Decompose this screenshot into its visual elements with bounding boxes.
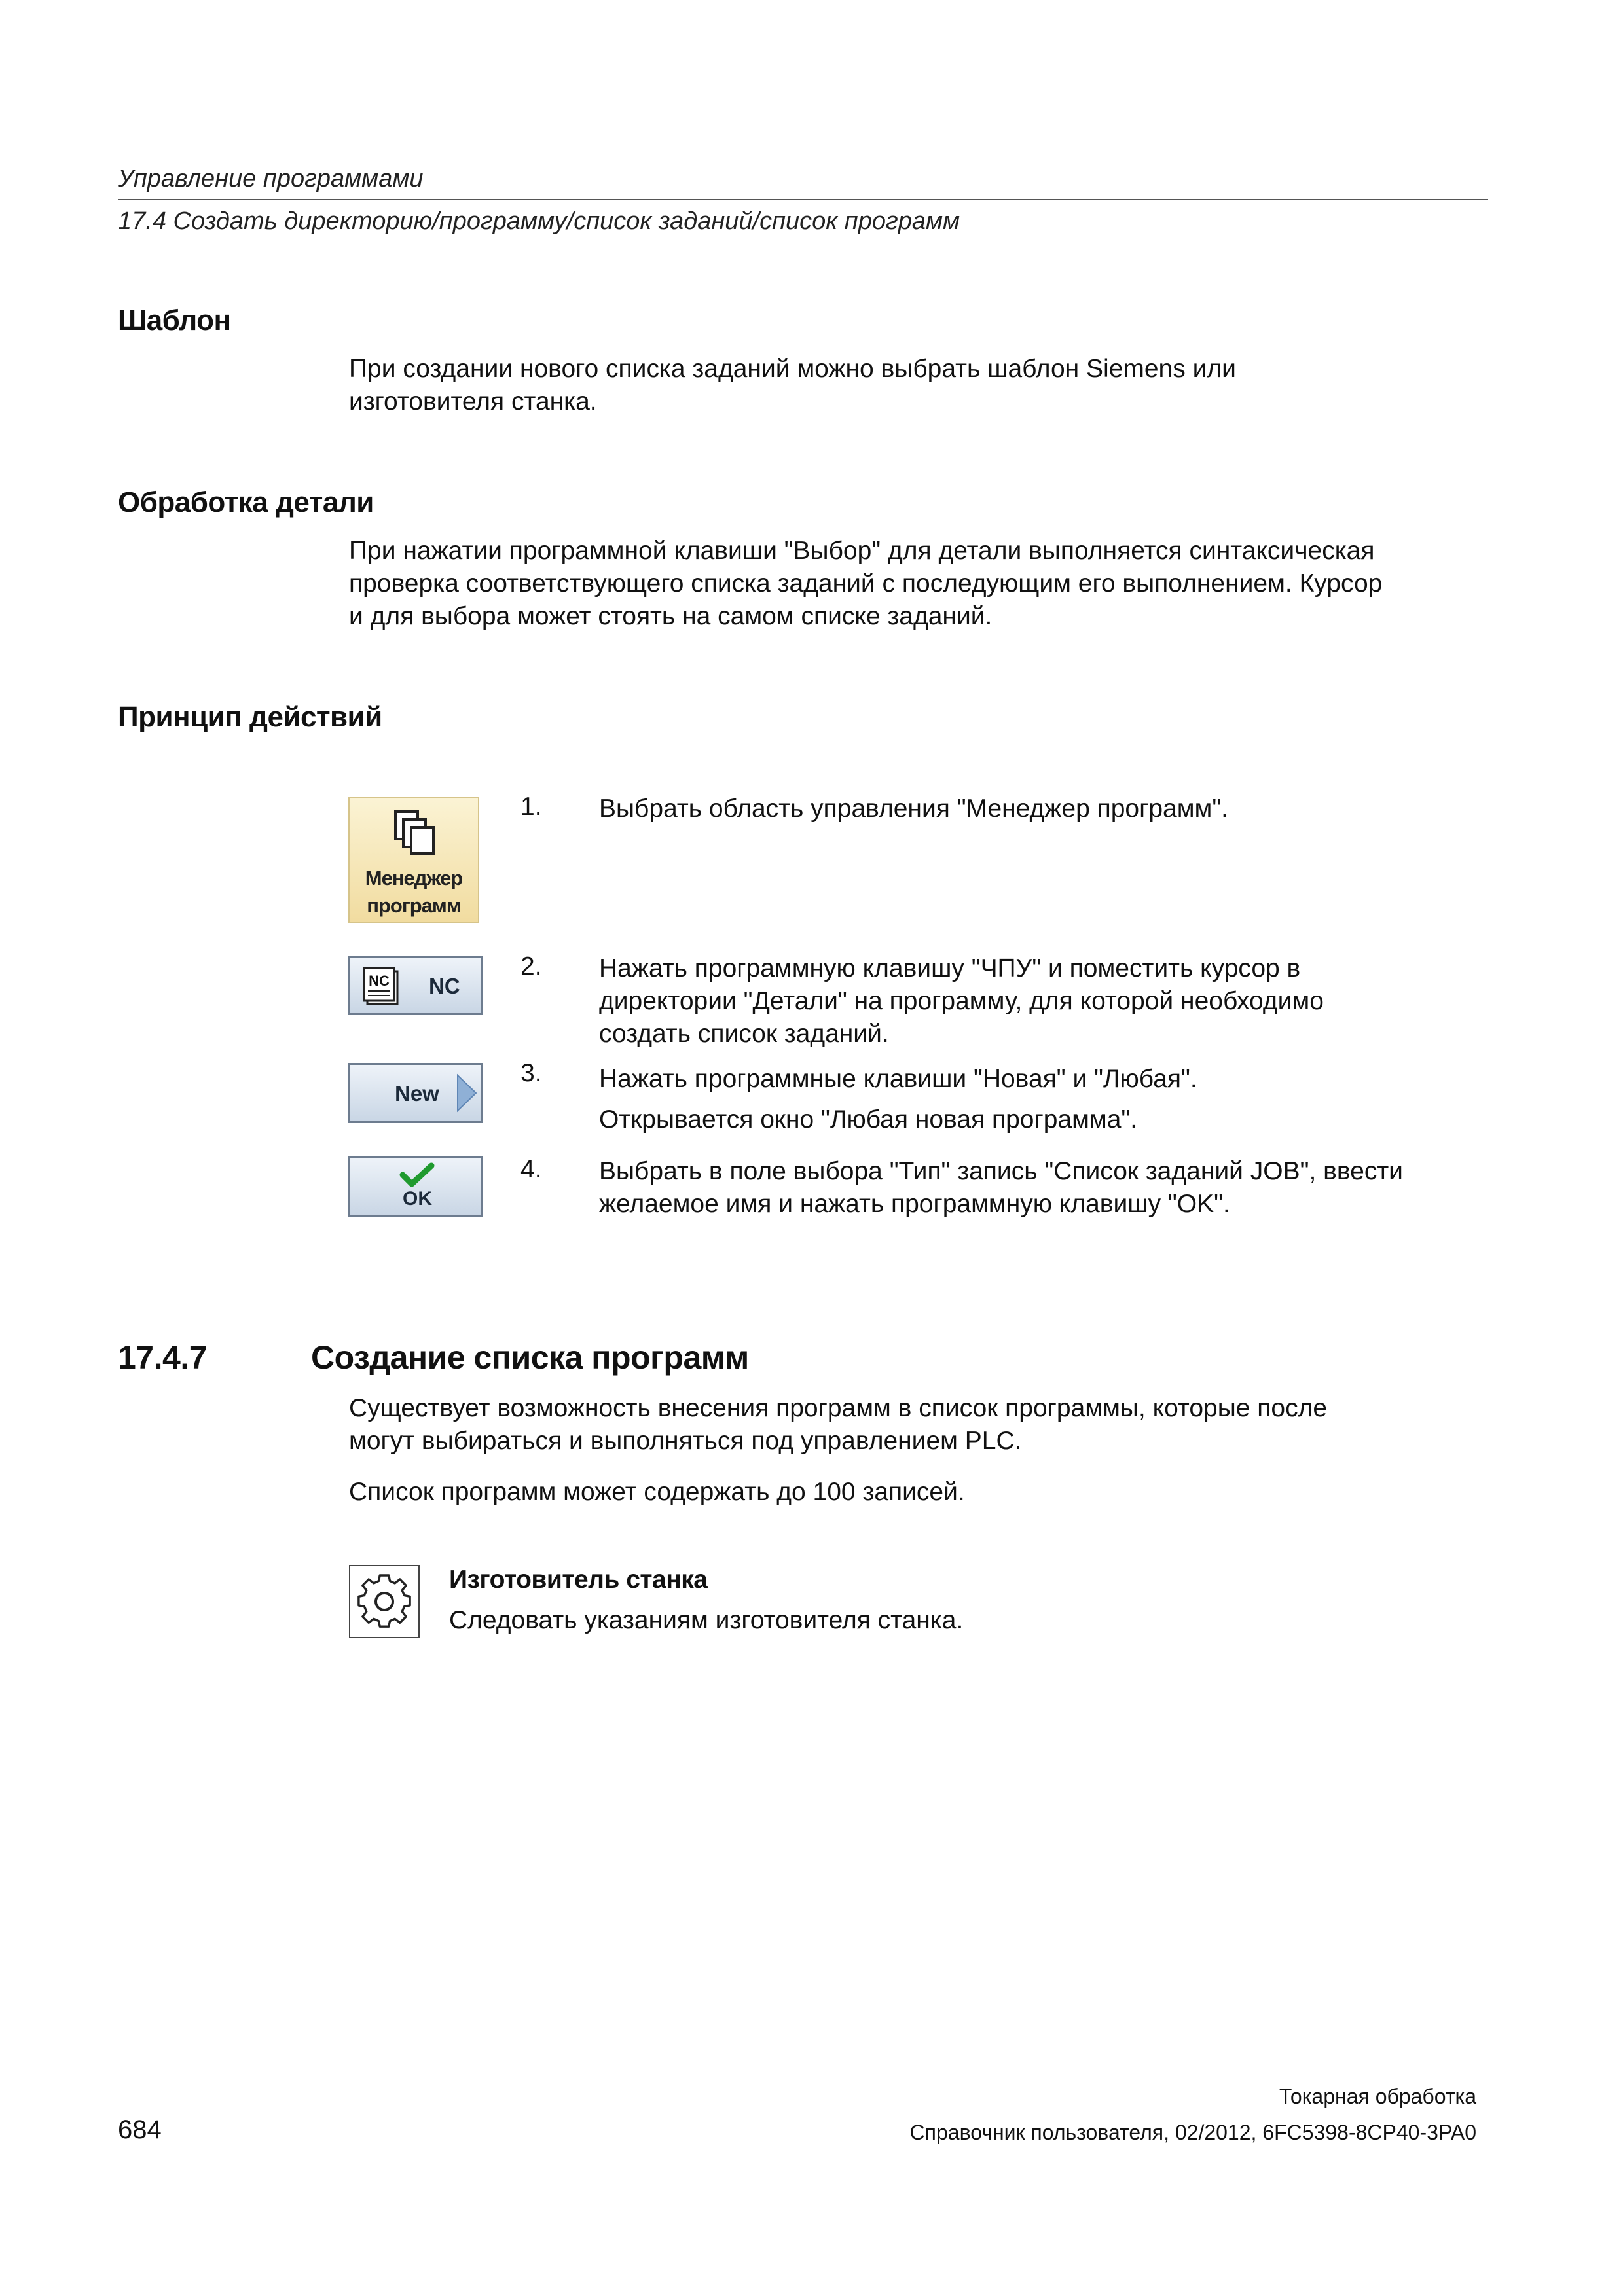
gear-icon xyxy=(350,1566,418,1637)
step-text xyxy=(599,1155,1496,1221)
note-icon-frame xyxy=(349,1565,420,1638)
text-line: и для выбора может стоять на самом списке заданий. xyxy=(349,602,993,630)
text-line: могут выбираться и выполняться под управлением PLC. xyxy=(349,1427,1022,1455)
text-line: проверка соответствующего списка заданий с последующим его выполнением. Курсор xyxy=(349,569,1383,598)
ok-softkey[interactable] xyxy=(348,1156,483,1217)
part-heading: Обработка детали xyxy=(118,486,374,518)
header-section: 17.4 Создать директорию/программу/список заданий/список программ xyxy=(118,207,960,235)
step-text xyxy=(599,952,1496,1050)
program-manager-button[interactable] xyxy=(348,797,479,923)
note-text: Следовать указаниям изготовителя станка. xyxy=(449,1606,964,1634)
note-title: Изготовитель станка xyxy=(449,1566,708,1594)
step-text xyxy=(599,1059,1496,1140)
step-number: 4. xyxy=(520,1155,542,1183)
new-softkey-label: New xyxy=(395,1081,439,1105)
section-title: Создание списка программ xyxy=(311,1339,749,1376)
step-number: 1. xyxy=(520,793,542,821)
text-line: При нажатии программной клавиши "Выбор" для детали выполняется синтаксическая xyxy=(349,537,1375,565)
footer-title: Токарная обработка xyxy=(1279,2085,1476,2108)
nc-softkey-label: NC xyxy=(429,974,460,998)
nc-softkey[interactable] xyxy=(348,956,483,1015)
template-heading: Шаблон xyxy=(118,304,231,336)
part-paragraph xyxy=(349,535,1488,633)
section-number: 17.4.7 xyxy=(118,1339,208,1376)
text-line: Выбрать область управления "Менеджер программ". xyxy=(599,795,1229,823)
text-line: При создании нового списка заданий можно выбрать шаблон Siemens или xyxy=(349,355,1236,383)
section-paragraph xyxy=(349,1392,1488,1458)
text-line: Открывается окно "Любая новая программа". xyxy=(599,1105,1138,1134)
nc-document-icon xyxy=(362,966,401,1007)
page-number: 684 xyxy=(118,2115,162,2144)
ok-softkey-label: OK xyxy=(403,1188,432,1210)
program-manager-label-1: Менеджер xyxy=(365,867,463,889)
checkmark-icon xyxy=(399,1162,435,1188)
program-manager-icon xyxy=(392,809,437,856)
new-softkey[interactable] xyxy=(348,1063,483,1123)
step-text xyxy=(599,793,1496,825)
text-line: Выбрать в поле выбора "Тип" запись "Список заданий JOB", ввести xyxy=(599,1157,1403,1185)
header-divider xyxy=(118,199,1488,200)
procedure-heading: Принцип действий xyxy=(118,701,382,733)
program-manager-label-2: программ xyxy=(367,894,461,917)
template-paragraph xyxy=(349,353,1488,418)
text-line: изготовителя станка. xyxy=(349,387,597,416)
text-line: Существует возможность внесения программ в список программы, которые после xyxy=(349,1394,1328,1422)
text-line: желаемое имя и нажать программную клавишу "OK". xyxy=(599,1190,1230,1218)
arrow-right-icon xyxy=(455,1073,479,1113)
step-number: 2. xyxy=(520,952,542,980)
header-chapter: Управление программами xyxy=(118,165,424,192)
section-paragraph-2: Список программ может содержать до 100 записей. xyxy=(349,1478,965,1506)
text-line: директории "Детали" на программу, для которой необходимо xyxy=(599,987,1324,1015)
footer-doc-info: Справочник пользователя, 02/2012, 6FC5398-8CP40-3PA0 xyxy=(909,2121,1476,2144)
nc-icon-text: NC xyxy=(369,973,390,989)
text-line: Нажать программные клавиши "Новая" и "Любая". xyxy=(599,1065,1197,1093)
text-line: Нажать программную клавишу "ЧПУ" и поместить курсор в xyxy=(599,954,1301,982)
text-line: создать список заданий. xyxy=(599,1020,889,1048)
step-number: 3. xyxy=(520,1059,542,1087)
